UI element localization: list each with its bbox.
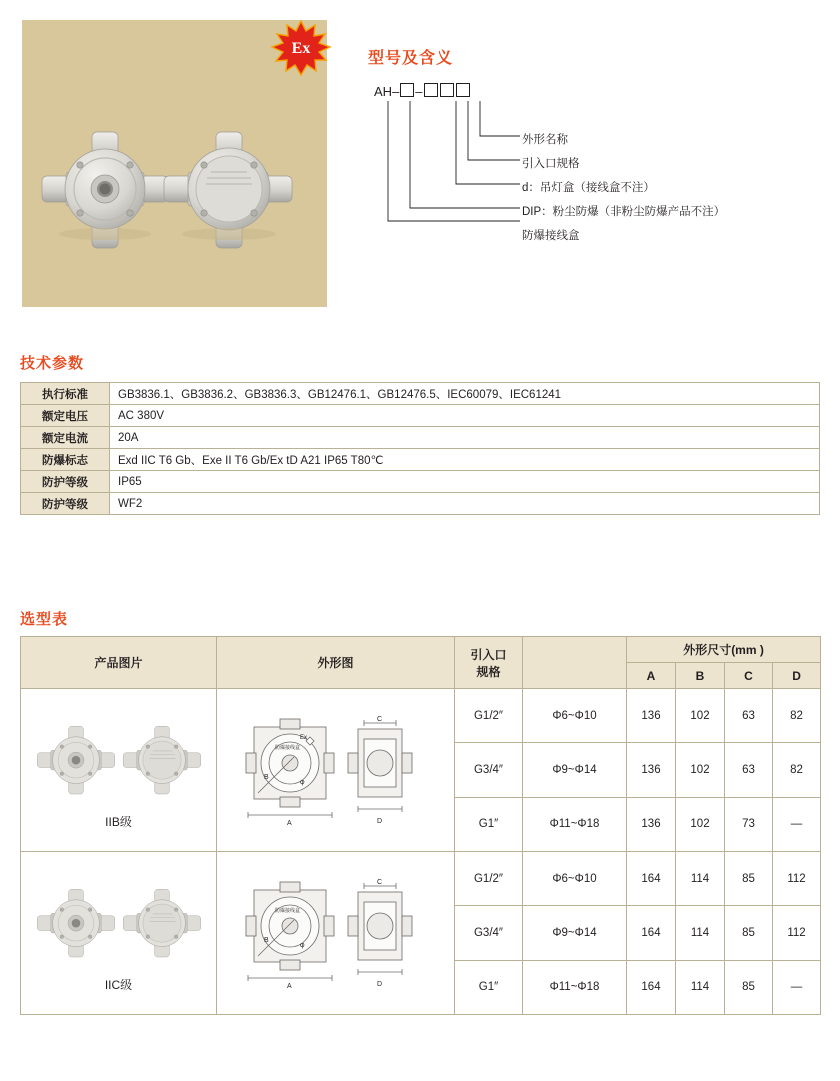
group-1-row-1-inlet: Φ9~Φ14	[523, 906, 627, 960]
group-0-photo-pair	[22, 711, 215, 807]
svg-text:A: A	[287, 982, 292, 990]
table-row	[21, 405, 820, 427]
group-1-row-0-a: 164	[627, 852, 676, 906]
model-code-dash-2: –	[415, 84, 423, 99]
table-row	[21, 383, 820, 405]
outline-drawing-iic	[228, 872, 443, 992]
tech-row-value-5: WF2	[110, 493, 820, 515]
header-inlet-line1: 引入口	[470, 647, 507, 662]
group-0-row-2-inlet: Φ11~Φ18	[523, 797, 627, 851]
group-0-row-2-a: 136	[627, 797, 676, 851]
model-legend-item-0: 外形名称	[522, 134, 568, 146]
svg-text:Ex: Ex	[300, 734, 308, 741]
group-1-row-1-thread: G3/4″	[455, 906, 523, 960]
group-0-row-0-b: 102	[676, 689, 725, 743]
svg-text:C: C	[377, 715, 383, 723]
model-code-leader-lines	[370, 95, 530, 230]
header-dim-b: B	[676, 663, 725, 689]
group-1-row-1-d: 112	[773, 906, 821, 960]
model-legend-item-2: d：吊灯盒（接线盒不注）	[522, 182, 655, 194]
selection-table	[20, 636, 821, 1015]
group-0-row-2-d: —	[773, 797, 821, 851]
junction-box-cover-photo	[122, 717, 202, 807]
header-dim-d: D	[773, 663, 821, 689]
group-1-row-2-a: 164	[627, 960, 676, 1014]
group-0-row-1-d: 82	[773, 743, 821, 797]
selection-section-title: 选型表	[20, 611, 69, 628]
table-row	[21, 471, 820, 493]
group-0-row-1-b: 102	[676, 743, 725, 797]
group-1-row-0-b: 114	[676, 852, 725, 906]
svg-text:D: D	[377, 980, 383, 988]
tech-row-label-5: 防护等级	[21, 493, 110, 515]
group-0-row-1-thread: G3/4″	[455, 743, 523, 797]
tech-parameters-table	[20, 382, 820, 515]
table-row	[21, 852, 821, 906]
model-legend-item-1: 引入口规格	[522, 158, 580, 170]
group-1-row-2-thread: G1″	[455, 960, 523, 1014]
svg-text:φ: φ	[300, 941, 305, 949]
group-0-drawing-cell	[217, 689, 455, 852]
group-1-photo-pair	[22, 874, 215, 970]
group-1-row-0-d: 112	[773, 852, 821, 906]
table-row	[21, 689, 821, 743]
model-legend-item-3: DIP：粉尘防爆（非粉尘防爆产品不注）	[522, 206, 726, 218]
model-legend-list	[522, 128, 725, 248]
header-product-photo: 产品图片	[21, 637, 217, 689]
group-0-row-0-c: 63	[725, 689, 773, 743]
group-1-row-2-c: 85	[725, 960, 773, 1014]
group-0-row-0-d: 82	[773, 689, 821, 743]
model-code-dash-1: –	[392, 84, 400, 99]
tech-row-value-0: GB3836.1、GB3836.2、GB3836.3、GB12476.1、GB12476.5、IEC60079、IEC61241	[110, 383, 820, 405]
header-dimensions-group: 外形尺寸(mm )	[627, 637, 821, 663]
header-dim-c: C	[725, 663, 773, 689]
junction-box-cover-photo	[122, 880, 202, 970]
selection-header-row-1	[21, 637, 821, 663]
junction-box-front-photo	[36, 880, 116, 970]
group-1-grade-label: IIC级	[104, 977, 133, 992]
group-1-row-0-thread: G1/2″	[455, 852, 523, 906]
svg-text:φ: φ	[300, 778, 305, 786]
group-0-row-2-thread: G1″	[455, 797, 523, 851]
group-1-row-1-c: 85	[725, 906, 773, 960]
group-1-row-1-b: 114	[676, 906, 725, 960]
group-0-row-2-c: 73	[725, 797, 773, 851]
group-1-row-2-d: —	[773, 960, 821, 1014]
svg-text:D: D	[377, 817, 383, 825]
svg-text:防爆接线盒: 防爆接线盒	[275, 744, 301, 751]
group-1-row-1-a: 164	[627, 906, 676, 960]
group-0-row-1-c: 63	[725, 743, 773, 797]
table-row	[21, 449, 820, 471]
top-section	[0, 0, 840, 330]
table-row	[21, 493, 820, 515]
group-0-row-2-b: 102	[676, 797, 725, 851]
header-outline-drawing: 外形图	[217, 637, 455, 689]
tech-row-label-1: 额定电压	[21, 405, 110, 427]
svg-text:C: C	[377, 878, 383, 886]
group-1-row-0-inlet: Φ6~Φ10	[523, 852, 627, 906]
header-dim-a: A	[627, 663, 676, 689]
svg-text:B: B	[264, 936, 269, 944]
ex-badge-icon	[270, 20, 332, 76]
svg-text:防爆接线盒: 防爆接线盒	[275, 907, 301, 914]
model-legend-item-4: 防爆接线盒	[522, 230, 580, 242]
tech-row-label-3: 防爆标志	[21, 449, 110, 471]
model-section-title: 型号及含义	[368, 50, 454, 67]
tech-row-label-0: 执行标准	[21, 383, 110, 405]
group-1-photo-cell	[21, 852, 217, 1015]
group-0-grade-label: IIB级	[105, 814, 132, 829]
tech-row-label-2: 额定电流	[21, 427, 110, 449]
tech-row-value-1: AC 380V	[110, 405, 820, 427]
tech-row-value-3: Exd IIC T6 Gb、Exe II T6 Gb/Ex tD A21 IP65 T80℃	[110, 449, 820, 471]
group-1-drawing-cell	[217, 852, 455, 1015]
group-1-row-0-c: 85	[725, 852, 773, 906]
group-0-row-0-thread: G1/2″	[455, 689, 523, 743]
tech-row-value-4: IP65	[110, 471, 820, 493]
group-0-row-1-inlet: Φ9~Φ14	[523, 743, 627, 797]
tech-row-value-2: 20A	[110, 427, 820, 449]
group-1-row-2-b: 114	[676, 960, 725, 1014]
group-0-photo-cell	[21, 689, 217, 852]
group-0-row-1-a: 136	[627, 743, 676, 797]
svg-text:A: A	[287, 819, 292, 827]
header-inlet-line2: 规格	[476, 664, 501, 679]
group-0-row-0-inlet: Φ6~Φ10	[523, 689, 627, 743]
tech-section-title: 技术参数	[20, 355, 85, 372]
header-inlet-range	[523, 637, 627, 689]
tech-row-label-4: 防护等级	[21, 471, 110, 493]
svg-text:B: B	[264, 773, 269, 781]
header-inlet-spec	[455, 637, 523, 689]
table-row	[21, 427, 820, 449]
model-code-prefix: AH	[374, 84, 393, 99]
svg-text:Ex: Ex	[291, 40, 311, 57]
junction-box-front-photo	[36, 717, 116, 807]
group-0-row-0-a: 136	[627, 689, 676, 743]
group-1-row-2-inlet: Φ11~Φ18	[523, 960, 627, 1014]
outline-drawing-iib	[228, 709, 443, 829]
